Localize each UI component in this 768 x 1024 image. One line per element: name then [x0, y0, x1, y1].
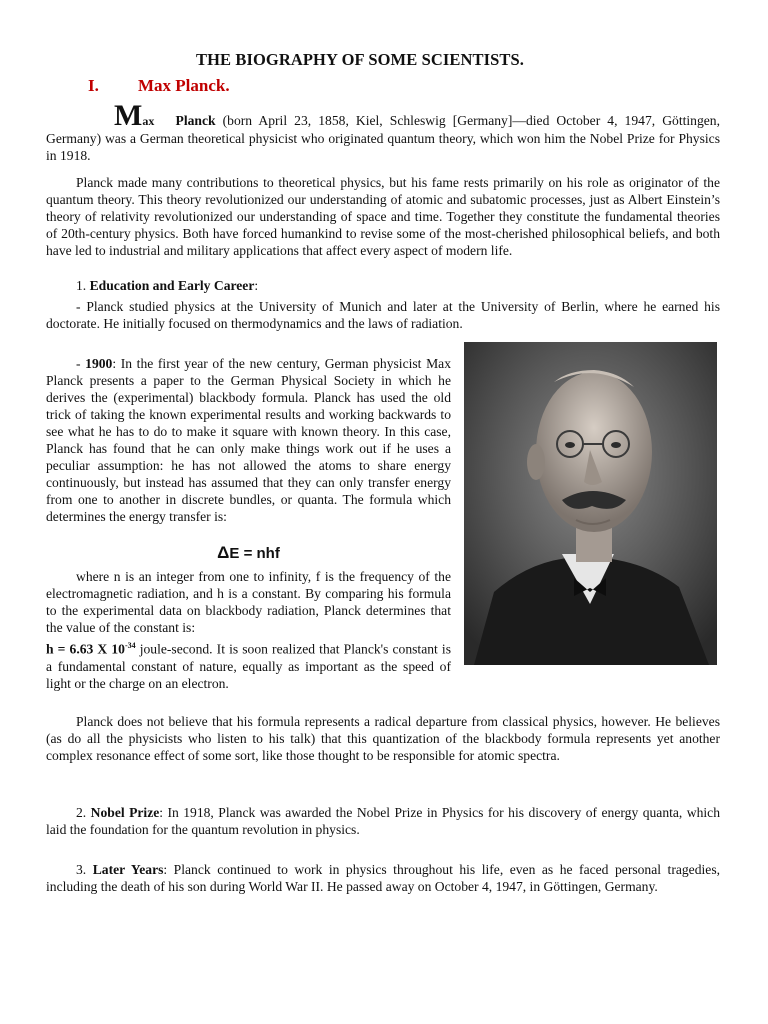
- constant-text: joule-second. It is soon realized that Planck's constant is a fundamental constant of nature, equally as important as the speed of light or the charge on an electron.: [46, 641, 451, 691]
- section-2-number: 2.: [76, 805, 87, 820]
- section-2-text: : In 1918, Planck was awarded the Nobel Prize in Physics for his discovery of energy quanta, which laid the foundation for the quantum revolution in physics.: [46, 805, 720, 837]
- constant-exponent: -34: [124, 641, 136, 650]
- section-3-number: 3.: [76, 862, 87, 877]
- year-1900-paragraph: [46, 355, 451, 525]
- year-label: 1900: [85, 356, 113, 371]
- section-3-text: : Planck continued to work in physics throughout his life, even as he faced personal tragedies, including the death of his son during World War II. He passed away on October 4, 1947, in Göttingen, Germany.: [46, 862, 721, 894]
- constant-value: h = 6.63 X 10: [46, 641, 125, 657]
- intro-text: (born April 23, 1858, Kiel, Schleswig [Germany]—died October 4, 1947, Göttingen, Germany) was a German theoretical physicist who originated quantum theory, which won him the Nobel Prize for Physics in 1918.: [46, 113, 720, 163]
- section-1-heading: [46, 277, 720, 294]
- year-text: : In the first year of the new century, German physicist Max Planck presents a paper to the German Physical Society in which he derives the (experimental) blackbody formula. Planck has used the old trick of taking the known experimental results and working backwards to see what he has to do to make it square with known theory. In this case, Planck has found that he can only make things work out if he uses a peculiar assumption: he has not allowed the atoms to share energy continuously, but instead has assumed that they can only transfer energy from one to another in discrete bundles, or quanta. The formula which determines the energy transfer is:: [46, 356, 451, 524]
- portrait-illustration: [464, 342, 717, 665]
- section-1-title: Education and Early Career: [89, 278, 255, 293]
- section-heading: [88, 76, 230, 96]
- section-2-title: Nobel Prize: [90, 805, 160, 820]
- energy-formula: [46, 543, 451, 563]
- section-title: Max Planck.: [138, 76, 230, 95]
- name-rest: ax: [142, 114, 155, 128]
- max-planck-portrait: [464, 342, 717, 665]
- delta-symbol: Δ: [217, 543, 230, 562]
- formula-expression: E = nhf: [229, 545, 280, 562]
- section-1-number: 1.: [76, 278, 87, 293]
- contributions-paragraph: Planck made many contributions to theoretical physics, but his fame rests primarily on his role as originator of the quantum theory. This theory revolutionized our understanding of atomic and subatomic processes, just as Albert Einstein’s theory of relativity revolutionized our understanding of space and time. Together they constitute the fundamental theories of 20th-century physics. Both have forced humankind to revise some of the most-cherished philosophical beliefs, and both have led to industrial and military applications that affect every aspect of modern life.: [46, 175, 720, 258]
- year-dash: -: [76, 356, 81, 371]
- section-1-colon: :: [254, 278, 259, 293]
- intro-paragraph: [46, 99, 720, 164]
- name-bold: Planck: [175, 113, 216, 128]
- section-3-title: Later Years: [92, 862, 164, 877]
- constant-paragraph: [46, 637, 451, 692]
- document-title: THE BIOGRAPHY OF SOME SCIENTISTS.: [195, 50, 525, 69]
- study-paragraph: - Planck studied physics at the University of Munich and later at the University of Berlin, where he earned his doctorate. He initially focused on thermodynamics and the laws of radiation.: [46, 299, 720, 331]
- drop-cap: M: [114, 99, 143, 132]
- departure-paragraph: Planck does not believe that his formula represents a radical departure from classical physics, however. He believes (as do all the physicists who listen to his talk) that this quantization of the blackbody formula represents yet another complex resonance effect of some sort, like those thought to be responsible for atomic spectra.: [46, 714, 720, 763]
- later-years-paragraph: [46, 861, 720, 895]
- section-number: I.: [88, 76, 99, 95]
- formula-explanation: where n is an integer from one to infinity, f is the frequency of the electromagnetic radiation, and h is a constant. By comparing his formula to the experimental data on blackbody radiation, Planck determines that the value of the constant is:: [46, 569, 451, 635]
- nobel-paragraph: [46, 804, 720, 838]
